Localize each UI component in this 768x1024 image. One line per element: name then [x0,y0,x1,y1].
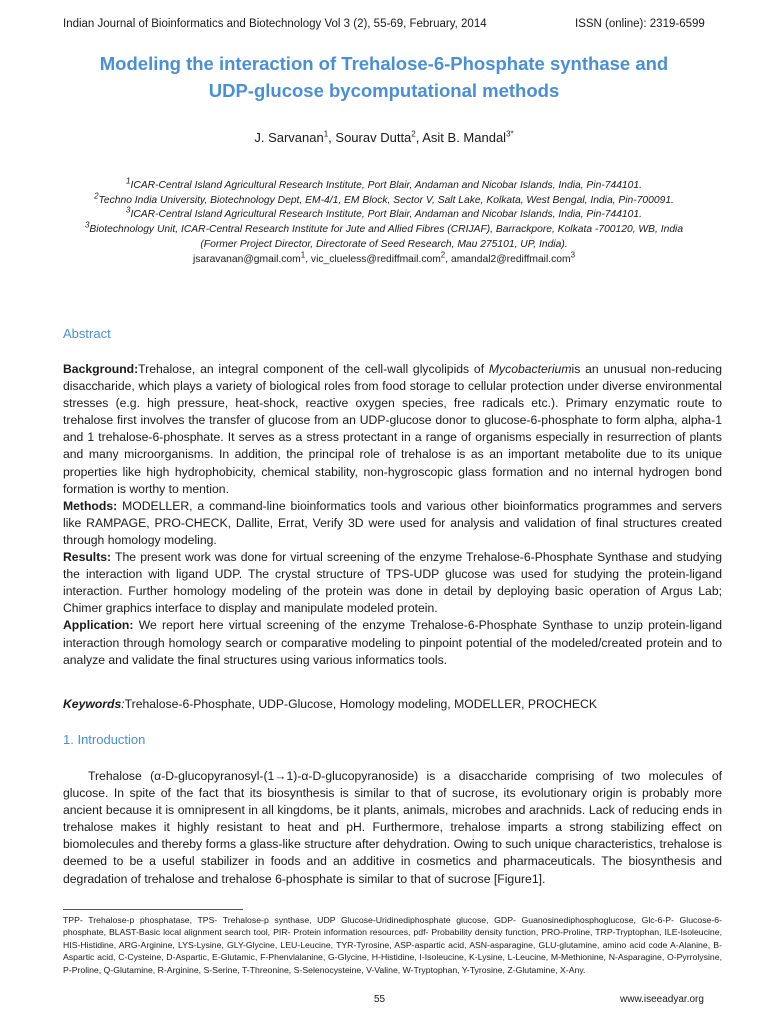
footnote: TPP- Trehalose-p phosphatase, TPS- Trehalose-p synthase, UDP Glucose-Uridinediphosphate glucose, GDP- Guanosinediphosphoglucose, Glc-6-P- Glucose-6-phosphate, BLAST-Basic local alignment search tool, PIR- Protein information resources, pdf- Probability density function, PRO-Proline, TRP-Tryptophan, ILE-Isoleucine, HIS-Histidine, ARG-Arginine, LYS-Lysine, GLY-Glycine, LEU-Leucine, TYR-Tyrosine, ASP-aspartic acid, ASN-asparagine, GLU-glutamine, amino acid code A-Alanine, B-Aspartic acid, C-Cysteine, D-Aspartic, E-Glutamic, F-Phenvlalanine, G-Glycine, H-Histidine, I-Isoleucine, K-Lysine, L-Leucine, M-Methionine, N-Asparagine, O-Pyrrolysine, P-Proline, Q-Glutamine, R-Arginine, S-Serine, T-Threonine, S-Selenocysteine, V-Valine, W-Tryptophan, Y-Tyrosine, Z-Glutamine, X-Any. [63,915,722,975]
abstract-methods: Methods: MODELLER, a command-line bioinformatics tools and various other bioinformatics programmes and servers like RAMPAGE, PRO-CHECK, Dallite, Errat, Verify 3D were used for analysis and validation of final structures created through homology modeling. [63,498,722,547]
page-number: 55 [374,994,386,1005]
email-1[interactable]: jsaravanan@gmail.com [192,253,301,265]
title-line-1: Modeling the interaction of Trehalose-6-Phosphate synthase and [99,53,669,74]
abstract-body [63,361,722,669]
abstract-background: Background:Trehalose, an integral component of the cell-wall glycolipids of Mycobacteriumis an unusual non-reducing disaccharide, which plays a variety of biological roles from food storage to cellular protection under diverse environmental stresses (e.g. high pressure, heat-shock, reactive oxygen species, free radicals etc.). Primary enzymatic route to trehalose first involves the transfer of glucose from an UDP-glucose donor to glucose-6-phosphate to form alpha, alpha-1 and 1 trehalose-6-phosphate. It serves as a stress protectant in a range of organisms especially in resurrection of plants and many microorganisms. In addition, the principal role of trehalose is as an important metabolite due to its unique properties like high hydrophobicity, chemical stability, non-hygroscopic glass formation and no internal hydrogen bond formation is worthy to mention. [63,362,722,496]
abstract-application: Application: We report here virtual screening of the enzyme Trehalose-6-Phosphate Synthase to unzip protein-ligand interaction through homology search or comparative modeling to pinpoint potential of the modeled/created protein and to analyze and validate the final structures using various informatics tools. [63,618,722,667]
title-line-2: UDP-glucose bycomputational methods [208,80,560,101]
paper-title [40,50,728,104]
issn-header: ISSN (online): 2319-6599 [575,18,705,30]
abstract-heading: Abstract [63,326,111,341]
author-1: J. Sarvanan [254,130,324,145]
affiliation-2: $^2$Techno India University, Biotechnology Dept, EM-4/1, EM Block, Sector V, Salt Lake, Kolkata, West Bengal, India, Pin-700091. [94,191,674,206]
email-2[interactable]: vic_clueless@rediffmail.com [310,253,441,265]
affiliation-5: (Former Project Director, Directorate of Seed Research, Mau 275101, UP, India). [200,238,568,250]
site-link[interactable]: www.iseeadyar.org [620,994,704,1005]
keywords: Keywords:Trehalose-6-Phosphate, UDP-Glucose, Homology modeling, MODELLER, PROCHECK [63,697,597,711]
email-3[interactable]: amandal2@rediffmail.com [450,253,571,265]
author-2: Sourav Dutta [335,130,412,145]
abstract-results: Results: The present work was done for virtual screening of the enzyme Trehalose-6-Phosphate Synthase and studying the interaction with ligand UDP. The crystal structure of TPS-UDP glucose was used for studying the protein-ligand interaction. Further homology modeling of the protein was done in detail by deploying basic operation of Argus Lab; Chimer graphics interface to display and manipulate modeled protein. [63,550,722,616]
introduction-body: Trehalose (α-D-glucopyranosyl-(1→1)-α-D-glucopyranoside) is a disaccharide comprising of two molecules of glucose. In spite of the fact that its biosynthesis is similar to that of sucrose, its evolutionary origin is probably more ancient because it is omnipresent in all kingdoms, be it plants, animals, microbes and arachnids. Lack of reducing ends in trehalose makes it highly resistant to heat and pH. Furthermore, trehalose imparts a strong stabilizing effect on biomolecules and thereby forms a glass-like structure after dehydration. Owing to such unique characteristics, trehalose is deemed to be a useful stabilizer in foods and an additive in cosmetics and pharmaceuticals. The biosynthesis and degradation of trehalose and trehalose 6-phosphate is similar to that of sucrose [Figure1]. [63,769,722,886]
affiliation-1: $^1$ICAR-Central Island Agricultural Research Institute, Port Blair, Andaman and Nicobar Islands, India, Pin-744101. [126,176,642,191]
footnote-divider [63,909,243,910]
affiliations [30,176,738,267]
keywords-text: Trehalose-6-Phosphate, UDP-Glucose, Homology modeling, MODELLER, PROCHECK [124,697,597,711]
journal-header: Indian Journal of Bioinformatics and Biotechnology Vol 3 (2), 55-69, February, 2014 [63,18,487,30]
affiliation-3: $^3$ICAR-Central Island Agricultural Research Institute, Port Blair, Andaman and Nicobar Islands, India, Pin-744101. [126,205,642,221]
author-list: J. Sarvanan$^1$, Sourav Dutta$^2$, Asit B. Mandal$^{3*}$ [254,129,514,145]
introduction-heading: 1. Introduction [63,732,146,747]
keywords-label: Keywords [63,697,122,711]
author-3: Asit B. Mandal [422,130,507,145]
email-list: jsaravanan@gmail.com$^1$, vic_clueless@rediffmail.com$^2$, amandal2@rediffmail.com$^3$ [192,250,576,265]
affiliation-4: $^3$Biotechnology Unit, ICAR-Central Research Institute for Jute and Allied Fibres (CRIJAF), Barrackpore, Kolkata -700120, WB, India [84,220,684,236]
